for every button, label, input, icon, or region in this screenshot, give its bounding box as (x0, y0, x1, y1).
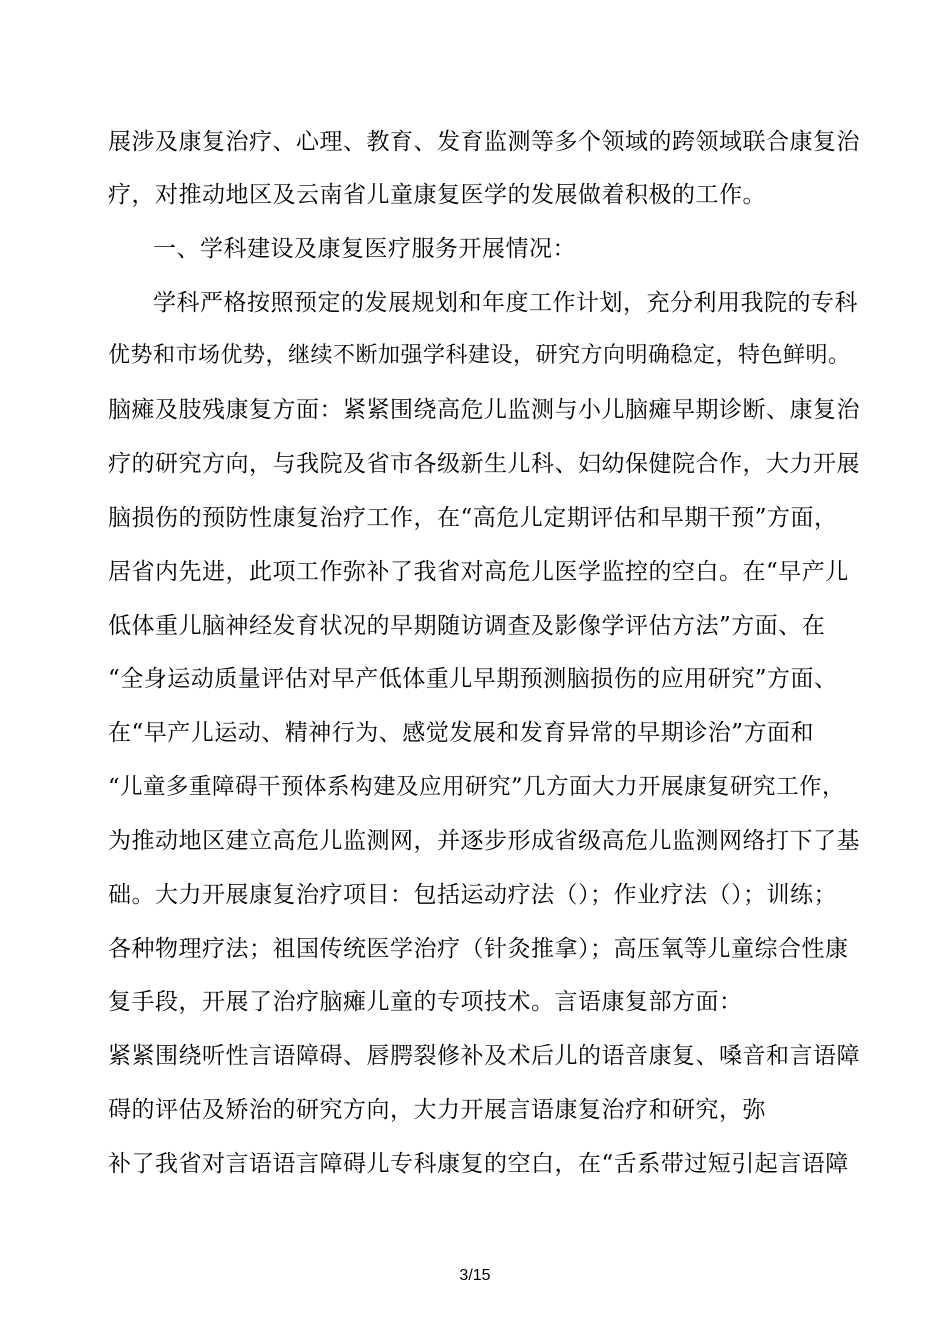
body-text-line: 复手段，开展了治疗脑瘫儿童的专项技术。言语康复部方面： (108, 989, 743, 1015)
body-text-line: 碍的评估及矫治的研究方向，大力开展言语康复治疗和研究，弥 (108, 1097, 766, 1123)
body-text-line: 为推动地区建立高危儿监测网，并逐步形成省级高危儿监测网络打下了基 (108, 828, 860, 854)
body-text-line: 紧紧围绕听性言语障碍、唇腭裂修补及术后儿的语音康复、嗓音和言语障 (108, 1043, 860, 1069)
body-text-line: 居省内先进，此项工作弥补了我省对高危儿医学监控的空白。在“早产儿 (108, 559, 849, 585)
body-text-line: “儿童多重障碍干预体系构建及应用研究”几方面大力开展康复研究工作， (108, 774, 846, 800)
body-text-line: 疗的研究方向，与我院及省市各级新生儿科、妇幼保健院合作，大力开展 (108, 451, 860, 477)
page-number: 3/15 (459, 1267, 491, 1284)
body-text-line: 脑瘫及肢残康复方面：紧紧围绕高危儿监测与小儿脑瘫早期诊断、康复治 (108, 397, 860, 423)
body-text-line: “全身运动质量评估对早产低体重儿早期预测脑损伤的应用研究”方面、 (108, 666, 838, 692)
body-text-line: 优势和市场优势，继续不断加强学科建设，研究方向明确稳定，特色鲜明。 (108, 343, 851, 368)
body-text-line: 低体重儿脑神经发育状况的早期随访调查及影像学评估方法”方面、在 (108, 613, 826, 639)
body-text-line: 在“早产儿运动、精神行为、感觉发展和发育异常的早期诊治”方面和 (108, 720, 815, 746)
body-text-line: 学科严格按照预定的发展规划和年度工作计划，充分利用我院的专科 (153, 290, 858, 316)
body-text-line: 补了我省对言语语言障碍儿专科康复的空白，在“舌系带过短引起言语障 (108, 1151, 849, 1177)
body-text-line: 展涉及康复治疗、心理、教育、发育监测等多个领域的跨领域联合康复治 (108, 129, 860, 155)
body-text-line: 疗，对推动地区及云南省儿童康复医学的发展做着积极的工作。 (108, 182, 766, 208)
section-heading: 一、学科建设及康复医疗服务开展情况： (153, 236, 576, 262)
body-text-line: 础。大力开展康复治疗项目：包括运动疗法（）；作业疗法（）；训练； (108, 882, 837, 908)
body-text-line: 各种物理疗法；祖国传统医学治疗（针灸推拿）；高压氧等儿童综合性康 (108, 936, 849, 962)
body-text-line: 脑损伤的预防性康复治疗工作，在“高危儿定期评估和早期干预”方面， (108, 505, 838, 531)
